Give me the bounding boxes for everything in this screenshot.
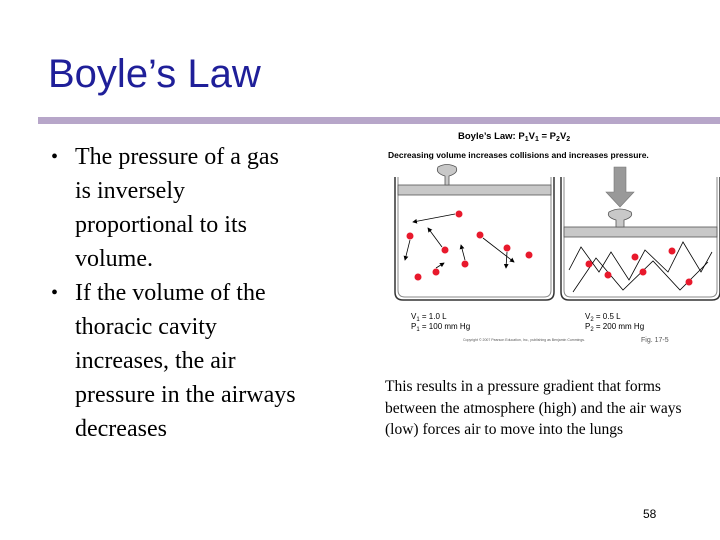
boyles-law-figure (383, 122, 720, 347)
figure-copyright: Copyright © 2007 Pearson Education, Inc., publishing as Benjamin Cummings. (463, 338, 586, 342)
gas-molecule (669, 248, 676, 255)
right-volume-label: $V_2 = 0.5$ L (585, 312, 621, 323)
bullet-glyph: • (51, 146, 59, 168)
figure-heading: Boyle’s Law: $P_1V_1 = P_2V_2$ (458, 131, 571, 143)
left-pressure-label: $P_1 = 100$ mm Hg (411, 322, 471, 333)
left-container (395, 165, 554, 301)
page-number: 58 (643, 507, 657, 521)
gas-molecule (686, 279, 693, 286)
bullet-line: If the volume of the (75, 280, 266, 306)
gas-molecule (433, 269, 440, 276)
gas-molecule (504, 245, 511, 252)
bullet-line: proportional to its (75, 212, 247, 238)
piston-plate (564, 227, 717, 237)
figure-subtitle: Decreasing volume increases collisions and increases pressure. (388, 150, 649, 160)
figure-caption: This results in a pressure gradient that forms between the atmosphere (high) and the air ways (low) forces air to move into the lungs (385, 378, 682, 438)
bullet-item (48, 140, 348, 276)
bullet-item (48, 276, 348, 446)
figure-label: Fig. 17-5 (641, 337, 669, 344)
gas-molecule (526, 252, 533, 259)
piston-handle (437, 165, 456, 186)
bullet-list (48, 140, 348, 446)
bullet-line: increases, the air (75, 348, 236, 374)
left-volume-label: $V_1 = 1.0$ L (411, 312, 447, 323)
right-pressure-label: $P_2 = 200$ mm Hg (585, 322, 645, 333)
gas-molecule (640, 269, 647, 276)
slide-title: Boyle’s Law (48, 52, 261, 96)
bullet-line: decreases (75, 416, 167, 442)
gas-molecule (477, 232, 484, 239)
piston-handle (608, 209, 631, 227)
gas-molecule (415, 274, 422, 281)
right-container (561, 167, 720, 300)
bullet-line: The pressure of a gas (75, 144, 279, 170)
gas-molecule (442, 247, 449, 254)
bullet-line: is inversely (75, 178, 185, 204)
compression-arrow (606, 167, 634, 207)
gas-molecule (456, 211, 463, 218)
bullet-line: pressure in the airways (75, 382, 296, 408)
gas-molecule (632, 254, 639, 261)
bullet-glyph: • (51, 282, 59, 304)
gas-molecule (407, 233, 414, 240)
gas-molecule (586, 261, 593, 268)
gas-molecule (462, 261, 469, 268)
bullet-line: thoracic cavity (75, 314, 217, 340)
piston-plate (398, 185, 551, 195)
gas-molecule (605, 272, 612, 279)
bullet-line: volume. (75, 246, 153, 272)
